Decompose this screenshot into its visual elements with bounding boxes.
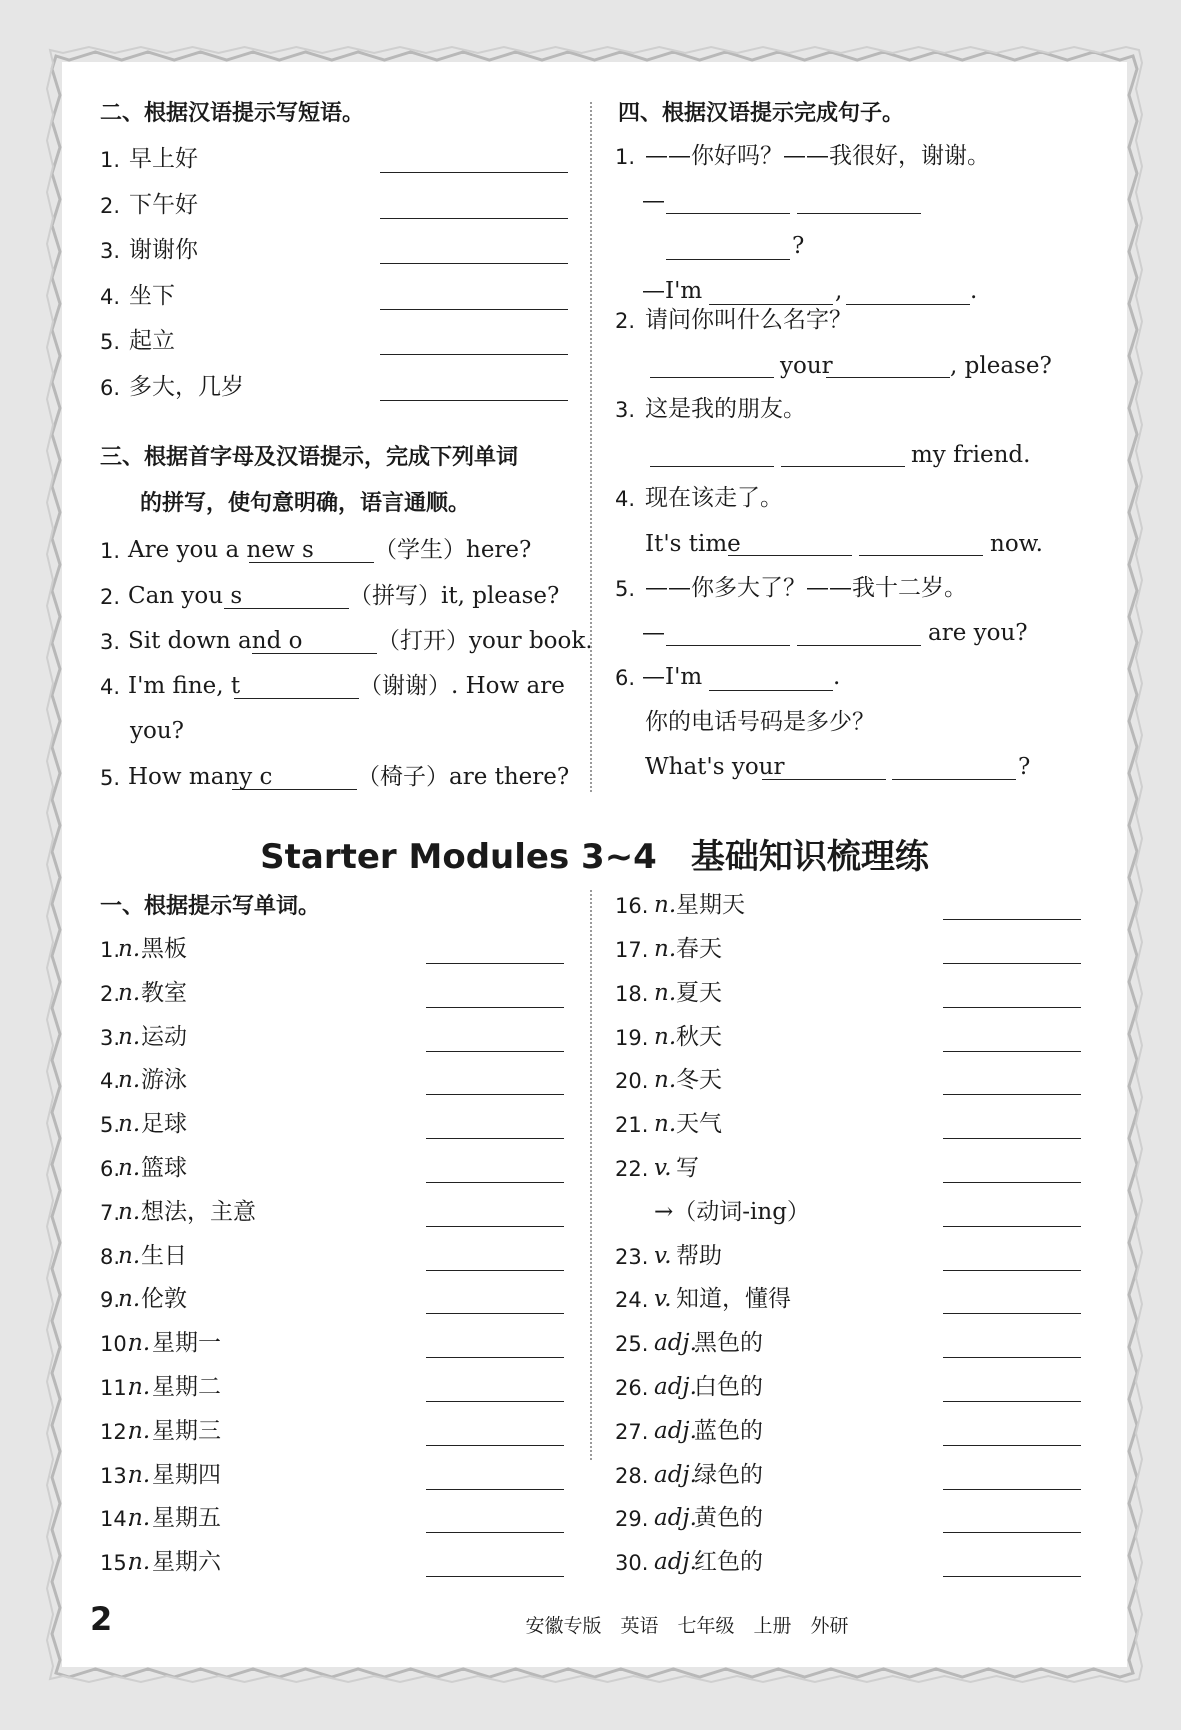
item-number: 14. bbox=[100, 1507, 134, 1532]
part-of-speech: n. bbox=[128, 1549, 151, 1576]
item-number: 23. bbox=[615, 1244, 649, 1269]
part-of-speech: adj. bbox=[654, 1505, 697, 1532]
item-number: 15. bbox=[100, 1551, 134, 1576]
item-prompt: 下午好 bbox=[129, 191, 198, 218]
part-of-speech: n. bbox=[118, 1286, 141, 1313]
answer-blank[interactable] bbox=[426, 1532, 564, 1533]
answer-blank[interactable] bbox=[943, 963, 1081, 964]
part-of-speech: n. bbox=[128, 1330, 151, 1357]
item-number: 4. bbox=[100, 284, 121, 309]
sentence-start: I'm fine, t bbox=[128, 673, 241, 699]
section3-heading-line2: 的拼写，使句意明确，语言通顺。 bbox=[140, 491, 471, 516]
part-of-speech: n. bbox=[118, 1111, 141, 1138]
answer-blank[interactable] bbox=[234, 698, 359, 699]
item-number: 1. bbox=[100, 938, 121, 962]
item-number: 18. bbox=[615, 981, 649, 1006]
answer-blank[interactable] bbox=[943, 1357, 1081, 1358]
item-number: 2. bbox=[100, 981, 121, 1006]
item-prompt: 星期四 bbox=[152, 1461, 221, 1488]
answer-blank[interactable] bbox=[380, 309, 568, 310]
item-number: 5. bbox=[100, 1113, 121, 1138]
item-number: 3. bbox=[100, 239, 121, 264]
item-number: 10. bbox=[100, 1332, 134, 1357]
item-number: 8. bbox=[100, 1244, 121, 1269]
item-prompt: 生日 bbox=[141, 1242, 187, 1269]
answer-blank[interactable] bbox=[666, 259, 790, 260]
sentence-start: you? bbox=[130, 718, 184, 744]
item-number: 29. bbox=[615, 1507, 649, 1532]
item-prompt: →（动词-ing） bbox=[654, 1198, 810, 1225]
item-prompt: 足球 bbox=[141, 1111, 187, 1138]
answer-blank[interactable] bbox=[650, 377, 774, 378]
answer-blank[interactable] bbox=[762, 779, 886, 780]
item-prompt: 星期一 bbox=[152, 1330, 221, 1357]
item-prompt: 黑板 bbox=[141, 936, 187, 962]
chinese-hint: （椅子） bbox=[357, 764, 449, 790]
item-number: 9. bbox=[100, 1288, 121, 1313]
part-of-speech: n. bbox=[654, 979, 677, 1006]
item-number: 3. bbox=[100, 1025, 121, 1050]
sentence-end: your book. bbox=[469, 628, 593, 654]
chinese-hint: （谢谢） bbox=[359, 673, 451, 699]
item-number: 1. bbox=[100, 539, 121, 563]
answer-blank[interactable] bbox=[943, 1007, 1081, 1008]
answer-blank[interactable] bbox=[859, 555, 983, 556]
chinese-hint: （学生） bbox=[374, 537, 466, 563]
answer-blank[interactable] bbox=[943, 1313, 1081, 1314]
item-prompt: 红色的 bbox=[694, 1549, 763, 1576]
item-number: 13. bbox=[100, 1463, 134, 1488]
answer-blank[interactable] bbox=[943, 1051, 1081, 1052]
item-prompt: 早上好 bbox=[129, 146, 198, 172]
item-prompt: 夏天 bbox=[676, 979, 722, 1006]
item-number: 7. bbox=[100, 1200, 121, 1225]
answer-blank[interactable] bbox=[709, 690, 833, 691]
answer-blank[interactable] bbox=[846, 304, 970, 305]
part-of-speech: n. bbox=[654, 1111, 677, 1138]
item-prompt: 谢谢你 bbox=[129, 237, 198, 264]
item-number: 12. bbox=[100, 1419, 134, 1444]
answer-blank[interactable] bbox=[426, 1270, 564, 1271]
chinese-hint: （打开） bbox=[377, 628, 469, 654]
item-prompt: 星期天 bbox=[676, 892, 745, 919]
item-prompt: 星期六 bbox=[152, 1549, 221, 1576]
item-prompt: 蓝色的 bbox=[694, 1417, 763, 1444]
item-prompt: 黄色的 bbox=[694, 1505, 763, 1532]
part-of-speech: n. bbox=[128, 1505, 151, 1532]
sentence-end: . How are bbox=[451, 673, 565, 699]
answer-blank[interactable] bbox=[426, 1576, 564, 1577]
chinese-hint: （拼写） bbox=[349, 583, 441, 609]
item-prompt: 春天 bbox=[676, 936, 722, 962]
part-of-speech: v. bbox=[654, 1242, 672, 1269]
answer-blank[interactable] bbox=[426, 1489, 564, 1490]
item-prompt: 运动 bbox=[141, 1023, 187, 1050]
item-number: 21. bbox=[615, 1113, 649, 1138]
item-prompt: 秋天 bbox=[676, 1023, 722, 1050]
answer-blank[interactable] bbox=[666, 645, 790, 646]
item-prompt: 星期二 bbox=[152, 1374, 221, 1400]
item-prompt: 坐下 bbox=[129, 282, 175, 309]
answer-blank[interactable] bbox=[728, 555, 852, 556]
part-of-speech: v. bbox=[654, 1155, 672, 1181]
part-of-speech: adj. bbox=[654, 1461, 697, 1488]
answer-blank[interactable] bbox=[943, 1226, 1081, 1227]
item-number: 2. bbox=[100, 585, 121, 609]
item-prompt: 知道，懂得 bbox=[676, 1286, 791, 1313]
item-prompt: 天气 bbox=[676, 1111, 722, 1138]
sentence-end: it, please? bbox=[441, 583, 560, 609]
item-number: 5. bbox=[100, 330, 121, 355]
answer-blank[interactable] bbox=[380, 400, 568, 401]
section1-heading: 一、根据提示写单词。 bbox=[100, 894, 321, 919]
item-number: 17. bbox=[615, 938, 649, 962]
part-of-speech: n. bbox=[654, 1067, 677, 1094]
item-prompt: 星期三 bbox=[152, 1417, 221, 1444]
answer-blank[interactable] bbox=[224, 608, 349, 609]
answer-blank[interactable] bbox=[232, 789, 357, 790]
item-prompt: 冬天 bbox=[676, 1067, 722, 1094]
answer-blank[interactable] bbox=[426, 1007, 564, 1008]
answer-blank[interactable] bbox=[943, 1445, 1081, 1446]
item-number: 2. bbox=[100, 193, 121, 218]
part-of-speech: adj. bbox=[654, 1374, 697, 1400]
item-prompt: 游泳 bbox=[141, 1067, 187, 1094]
item-prompt: 绿色的 bbox=[694, 1461, 763, 1488]
item-number: 3. bbox=[100, 630, 121, 654]
answer-blank[interactable] bbox=[666, 213, 790, 214]
item-number: 19. bbox=[615, 1025, 649, 1050]
answer-blank[interactable] bbox=[426, 1051, 564, 1052]
column-divider-bottom bbox=[590, 890, 592, 1460]
part-of-speech: adj. bbox=[654, 1330, 697, 1357]
answer-blank[interactable] bbox=[943, 1532, 1081, 1533]
item-prompt: 想法，主意 bbox=[141, 1198, 256, 1225]
part-of-speech: n. bbox=[118, 1023, 141, 1050]
item-prompt: 星期五 bbox=[152, 1505, 221, 1532]
answer-blank[interactable] bbox=[943, 1270, 1081, 1271]
answer-blank[interactable] bbox=[426, 1357, 564, 1358]
item-number: 27. bbox=[615, 1419, 649, 1444]
column-divider-top bbox=[590, 102, 592, 792]
item-number: 20. bbox=[615, 1069, 649, 1094]
answer-blank[interactable] bbox=[797, 645, 921, 646]
footer-text: 安徽专版 英语 七年级 上册 外研 bbox=[525, 1615, 849, 1637]
part-of-speech: n. bbox=[654, 936, 677, 962]
item-number: 4. bbox=[100, 1069, 121, 1094]
answer-blank[interactable] bbox=[892, 779, 1016, 780]
section4-heading: 四、根据汉语提示完成句子。 bbox=[618, 101, 905, 126]
item-number: 25. bbox=[615, 1332, 649, 1357]
part-of-speech: n. bbox=[128, 1374, 151, 1400]
item-number: 6. bbox=[100, 1157, 121, 1181]
item-number: 11. bbox=[100, 1376, 134, 1400]
sentence-end: here? bbox=[466, 537, 532, 563]
part-of-speech: n. bbox=[118, 1198, 141, 1225]
answer-blank[interactable] bbox=[943, 1576, 1081, 1577]
item-prompt: 白色的 bbox=[694, 1374, 763, 1400]
answer-blank[interactable] bbox=[426, 1182, 564, 1183]
answer-blank[interactable] bbox=[380, 172, 568, 173]
item-number: 24. bbox=[615, 1288, 649, 1313]
answer-blank[interactable] bbox=[781, 466, 905, 467]
answer-blank[interactable] bbox=[426, 1226, 564, 1227]
sentence-start: Are you a new s bbox=[128, 537, 314, 563]
answer-blank[interactable] bbox=[249, 562, 374, 563]
part-of-speech: n. bbox=[118, 936, 141, 962]
section3-heading-line1: 三、根据首字母及汉语提示，完成下列单词 bbox=[100, 445, 519, 470]
part-of-speech: v. bbox=[654, 1286, 672, 1313]
part-of-speech: n. bbox=[654, 892, 677, 919]
item-number: 22. bbox=[615, 1157, 649, 1181]
worksheet-page: 二、根据汉语提示写短语。 1. 早上好 2. 下午好 3. 谢谢你 4. 坐下 5. 起立 6. 多大，几岁 三、根据首字母及汉语提示，完成下列单词 的拼写，使句意明确，语言通顺。 1. Are you a new s （学生） here? 2. Can you s （拼写） it, please? 3. Sit down and o （打开） your book. 4. I'm fine, t （谢谢） . How are you? 5. How many c （椅子） are there? 四、根据汉语提示完成句子。 1. ——你好吗？——我很好，谢谢。 — ? —I'm , . 2. 请问你叫什么名字？ your , please? 3. 这是我的朋友。 my friend. 4. 现在该走了。 It's time now. 5. ——你多大了？——我十二岁。 — are you? —I'm . 6. 你的电话号码是多少？ What's your ? Starter Modules 3~4 基础知识梳理练 一、根据提示写单词。 1. n. 黑板 2. n. 教室 3. n. 运动 4. n. 游泳 5. n. 足球 6. n. 篮球 7. n. 想法，主意 8. n. 生日 9. n. 伦敦 10. n. 星期一 11. n. 星期二 12. n. 星期三 13. n. 星期四 14. n. 星期五 15. n. 星期六 16. n. 星期天 17. n. 春天 18. n. 夏天 19. n. 秋天 20. n. 冬天 21. n. 天气 22. v. 写 →（动词-ing） 23. v. 帮助 24. v. 知道，懂得 25. adj. 黑色的 26. adj. 白色的 27. adj. 蓝色的 28. adj. 绿色的 29. adj. 黄色的 30. adj. 红色的 2 安徽专版 英语 七年级 上册 外研 bbox=[62, 62, 1127, 1667]
answer-blank[interactable] bbox=[252, 653, 377, 654]
answer-blank[interactable] bbox=[943, 1094, 1081, 1095]
item-prompt: 黑色的 bbox=[694, 1330, 763, 1357]
answer-blank[interactable] bbox=[426, 1138, 564, 1139]
item-prompt: 写 bbox=[676, 1155, 699, 1181]
section2-heading: 二、根据汉语提示写短语。 bbox=[100, 101, 365, 126]
part-of-speech: adj. bbox=[654, 1549, 697, 1576]
item-number: 5. bbox=[100, 766, 121, 790]
item-prompt: 伦敦 bbox=[141, 1286, 187, 1313]
answer-blank[interactable] bbox=[943, 1182, 1081, 1183]
item-number: 4. bbox=[100, 675, 121, 699]
answer-blank[interactable] bbox=[709, 304, 833, 305]
answer-blank[interactable] bbox=[797, 213, 921, 214]
item-number: 6. bbox=[100, 376, 121, 400]
item-prompt: 教室 bbox=[141, 979, 187, 1006]
sentence-start: Can you s bbox=[128, 583, 243, 609]
part-of-speech: n. bbox=[118, 1155, 141, 1181]
part-of-speech: n. bbox=[118, 979, 141, 1006]
answer-blank[interactable] bbox=[380, 263, 568, 264]
item-number: 30. bbox=[615, 1551, 649, 1576]
answer-blank[interactable] bbox=[943, 1401, 1081, 1402]
answer-blank[interactable] bbox=[426, 963, 564, 964]
sentence-start: Sit down and o bbox=[128, 628, 303, 654]
item-number: 28. bbox=[615, 1463, 649, 1488]
part-of-speech: n. bbox=[118, 1242, 141, 1269]
answer-blank[interactable] bbox=[650, 466, 774, 467]
answer-blank[interactable] bbox=[943, 919, 1081, 920]
answer-blank[interactable] bbox=[380, 354, 568, 355]
sentence-end: are there? bbox=[449, 764, 570, 790]
page-title: Starter Modules 3~4 基础知识梳理练 bbox=[260, 837, 929, 877]
part-of-speech: n. bbox=[654, 1023, 677, 1050]
item-prompt: 起立 bbox=[129, 328, 175, 355]
answer-blank[interactable] bbox=[426, 1313, 564, 1314]
part-of-speech: adj. bbox=[654, 1417, 697, 1444]
answer-blank[interactable] bbox=[826, 377, 950, 378]
answer-blank[interactable] bbox=[426, 1401, 564, 1402]
answer-blank[interactable] bbox=[943, 1489, 1081, 1490]
part-of-speech: n. bbox=[118, 1067, 141, 1094]
sentence-start: How many c bbox=[128, 764, 273, 790]
item-number: 26. bbox=[615, 1376, 649, 1400]
answer-blank[interactable] bbox=[426, 1445, 564, 1446]
item-number: 1. bbox=[100, 148, 121, 172]
item-prompt: 多大，几岁 bbox=[129, 374, 244, 400]
answer-blank[interactable] bbox=[943, 1138, 1081, 1139]
item-prompt: 篮球 bbox=[141, 1155, 187, 1181]
item-prompt: 帮助 bbox=[676, 1242, 722, 1269]
item-number: 16. bbox=[615, 894, 649, 919]
page-number: 2 bbox=[90, 1600, 113, 1638]
part-of-speech: n. bbox=[128, 1417, 151, 1444]
answer-blank[interactable] bbox=[380, 218, 568, 219]
answer-blank[interactable] bbox=[426, 1094, 564, 1095]
part-of-speech: n. bbox=[128, 1461, 151, 1488]
